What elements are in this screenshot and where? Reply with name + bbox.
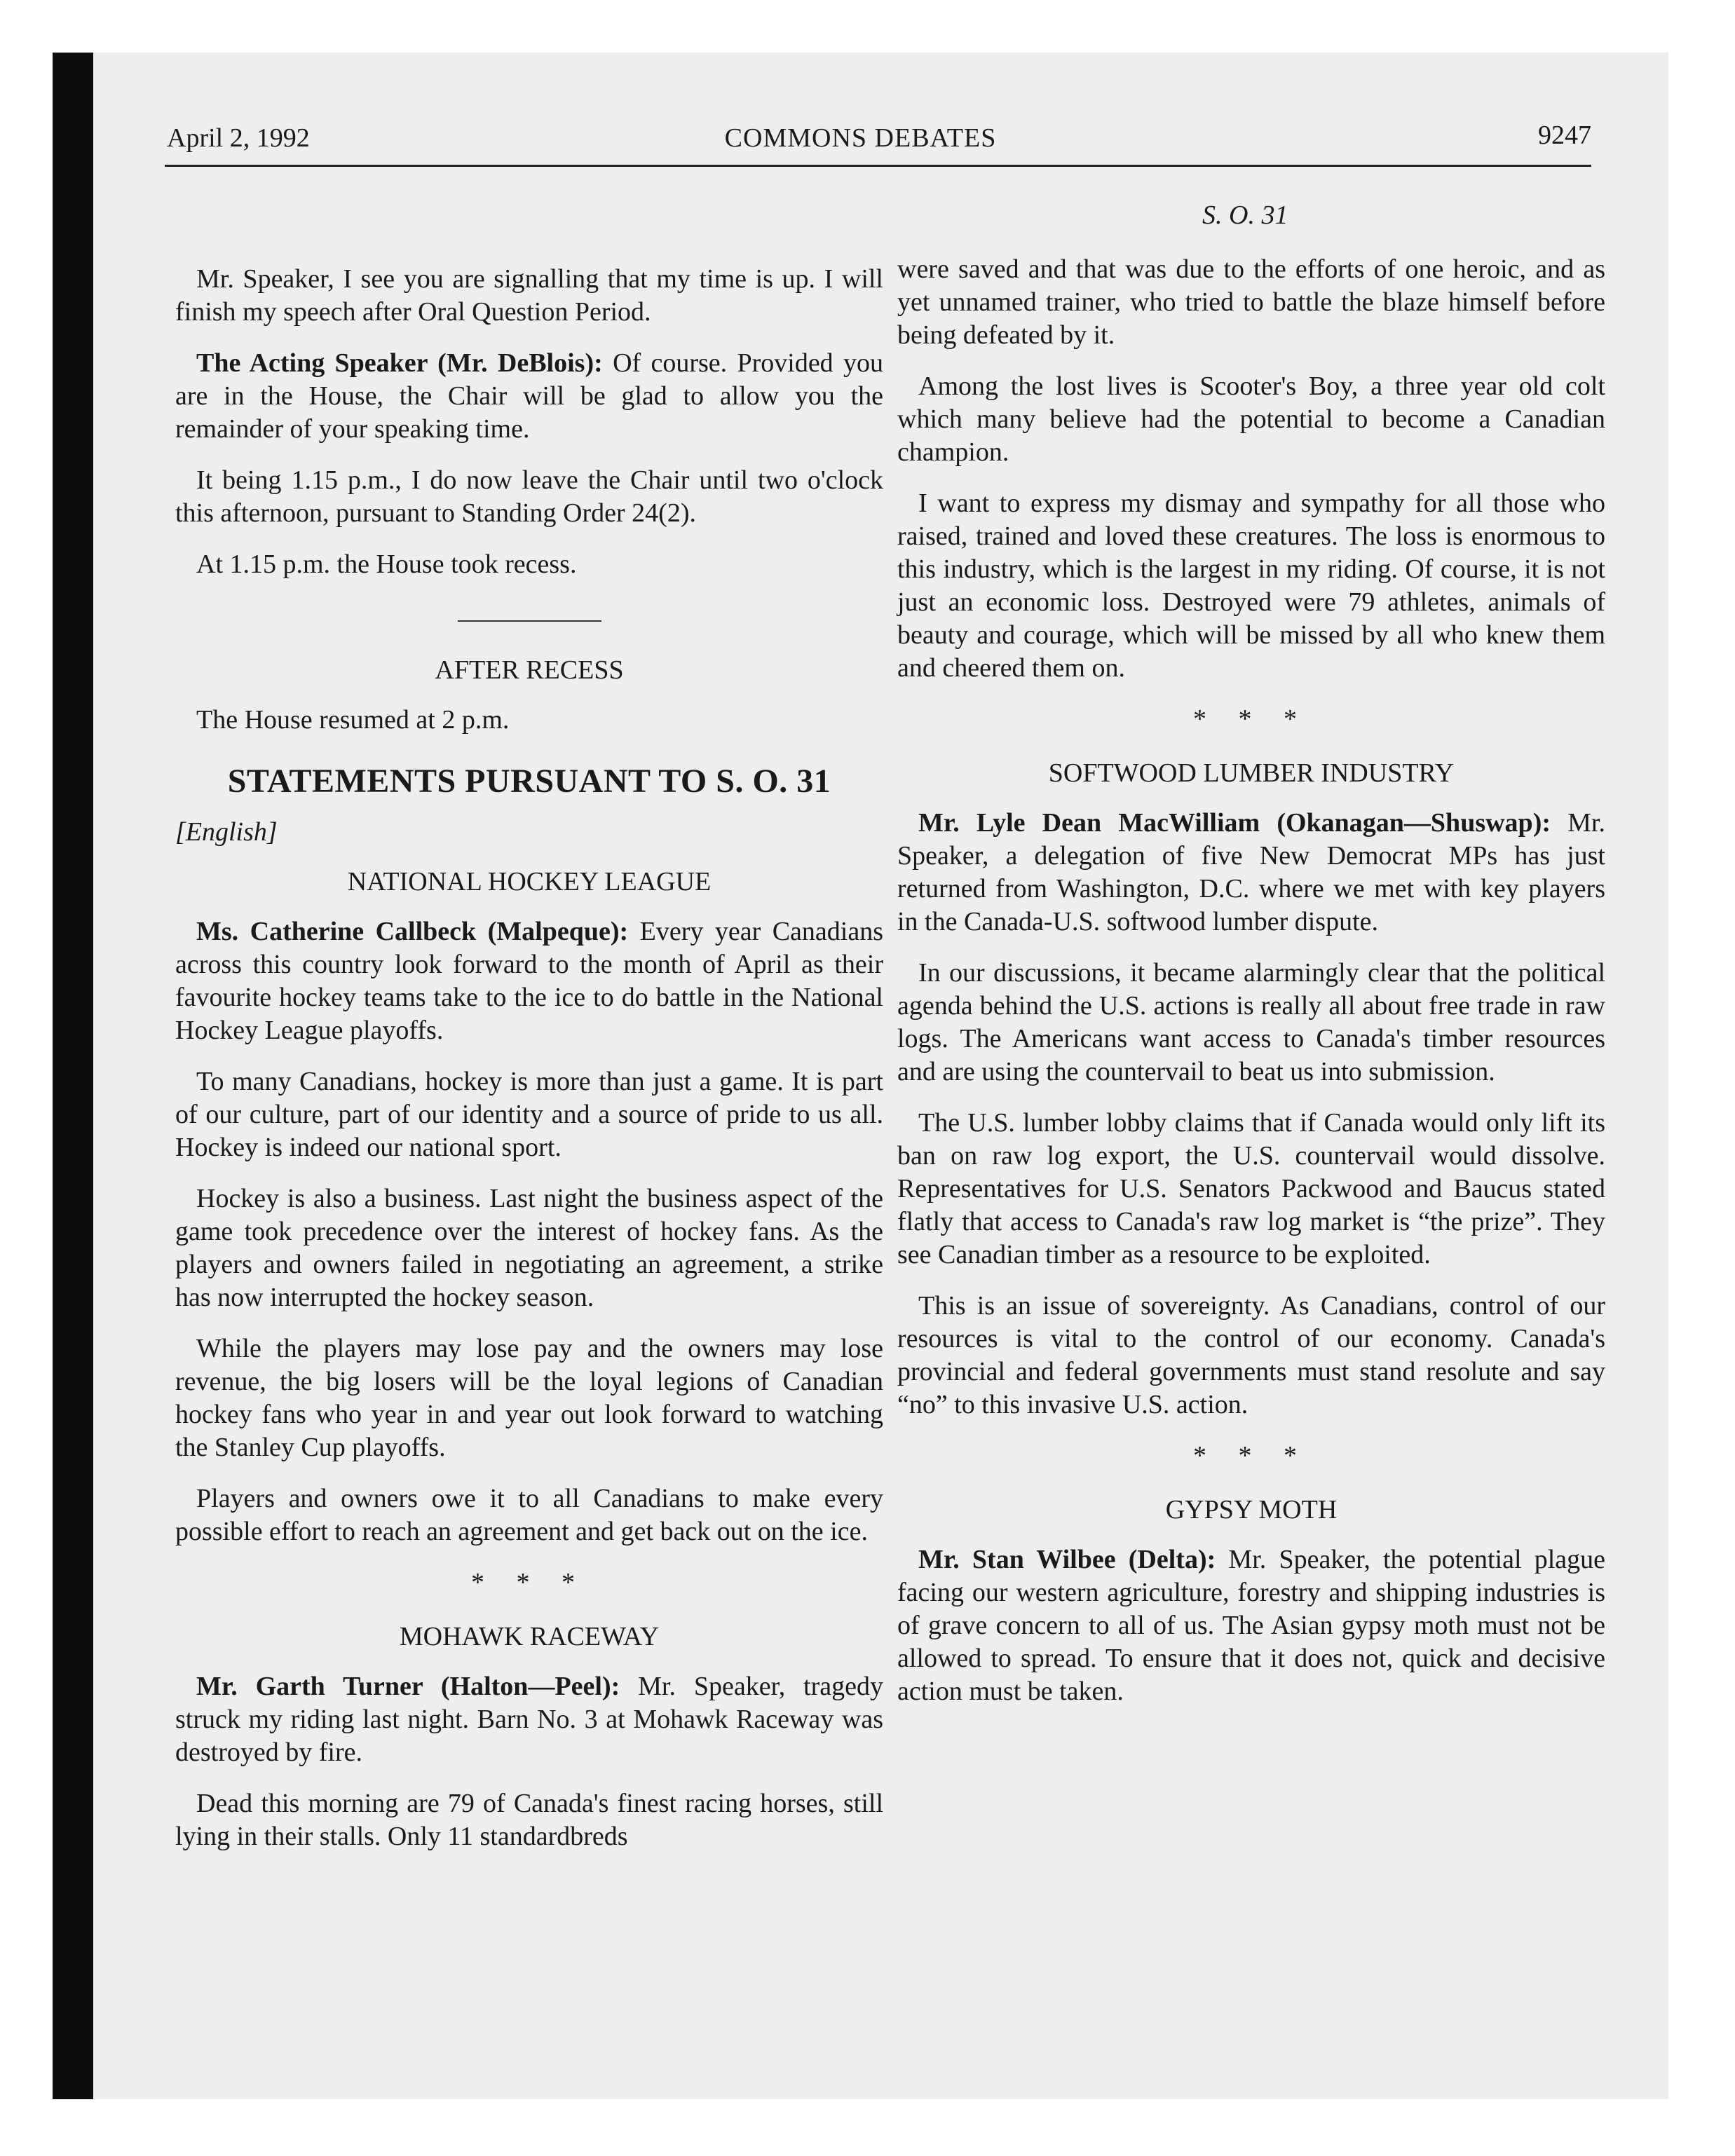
paragraph	[175, 915, 883, 1047]
after-recess-heading: AFTER RECESS	[435, 655, 624, 685]
header-rule	[165, 165, 1591, 167]
speaker-name: The Acting Speaker (Mr. DeBlois):	[196, 348, 603, 378]
speaker-name: Mr. Lyle Dean MacWilliam (Okanagan—Shuswap):	[918, 808, 1551, 838]
paragraph: The U.S. lumber lobby claims that if Canada would only lift its ban on raw log export, the U.S. countervail would dissolve. Representatives for U.S. Senators Packwood and Baucus stated flatly that access to Canada's raw log market is “the prize”. They see Canadian timber as a resource to be exploited.	[897, 1108, 1605, 1269]
scan-edge-bar	[53, 53, 93, 2099]
paragraph: In our discussions, it became alarmingly clear that the political agenda behind the U.S. actions is really all about free trade in raw logs. The Americans want access to Canada's timber resources and are using the countervail to beat us into submission.	[897, 958, 1605, 1086]
gypsy-moth-heading: GYPSY MOTH	[1165, 1495, 1338, 1524]
paragraph: It being 1.15 p.m., I do now leave the Chair until two o'clock this afternoon, pursuant to Standing Order 24(2).	[175, 465, 883, 528]
header-date: April 2, 1992	[167, 123, 310, 153]
language-note: [English]	[175, 817, 278, 847]
right-column	[897, 253, 1605, 1726]
paragraph: The House resumed at 2 p.m.	[196, 705, 510, 735]
paragraph: Dead this morning are 79 of Canada's finest racing horses, still lying in their stalls. Only 11 standardbreds	[175, 1789, 883, 1851]
statements-heading: STATEMENTS PURSUANT TO S. O. 31	[227, 763, 831, 800]
scanned-page	[53, 53, 1668, 2099]
paragraph: Among the lost lives is Scooter's Boy, a three year old colt which many believe had the potential to become a Canadian champion.	[897, 371, 1605, 467]
nhl-heading: NATIONAL HOCKEY LEAGUE	[347, 867, 712, 896]
paragraph	[897, 807, 1605, 939]
speech-text: Of course. Provided you are in the House, the Chair will be glad to allow you the remainder of your speaking time.	[175, 348, 883, 444]
paragraph	[175, 1670, 883, 1769]
section-stars: * * *	[471, 1568, 587, 1597]
section-stars: * * *	[1193, 704, 1309, 734]
paragraph	[897, 1543, 1605, 1708]
speech-text: Mr. Speaker, the potential plague facing our western agriculture, forestry and shipping industries is of grave concern to all of us. The Asian gypsy moth must not be allowed to spread. To ensure that it does not, quick and decisive action must be taken.	[897, 1545, 1605, 1706]
speaker-name: Ms. Catherine Callbeck (Malpeque):	[196, 917, 629, 946]
paragraph: At 1.15 p.m. the House took recess.	[196, 550, 577, 579]
softwood-heading: SOFTWOOD LUMBER INDUSTRY	[1048, 758, 1455, 788]
left-column	[175, 263, 883, 1871]
paragraph: Players and owners owe it to all Canadians to make every possible effort to reach an agreement and get back out on the ice.	[175, 1484, 883, 1546]
section-stars: * * *	[1193, 1441, 1309, 1471]
paragraph: were saved and that was due to the efforts of one heroic, and as yet unnamed trainer, who tried to battle the blaze himself before being defeated by it.	[897, 254, 1605, 350]
section-divider	[458, 620, 601, 622]
header-page-number: 9247	[1538, 121, 1591, 150]
section-note: S. O. 31	[1202, 200, 1288, 230]
speaker-name: Mr. Garth Turner (Halton—Peel):	[196, 1672, 620, 1701]
paragraph: Mr. Speaker, I see you are signalling that my time is up. I will finish my speech after Oral Question Period.	[175, 264, 883, 327]
paragraph: This is an issue of sovereignty. As Canadians, control of our resources is vital to the control of our economy. Canada's provincial and federal governments must stand resolute and say “no” to this invasive U.S. action.	[897, 1291, 1605, 1419]
paragraph: While the players may lose pay and the owners may lose revenue, the big losers will be the loyal legions of Canadian hockey fans who year in and year out look forward to watching the Stanley Cup playoffs.	[175, 1334, 883, 1462]
paragraph: To many Canadians, hockey is more than just a game. It is part of our culture, part of our identity and a source of pride to us all. Hockey is indeed our national sport.	[175, 1067, 883, 1162]
header-title: COMMONS DEBATES	[724, 123, 997, 153]
mohawk-heading: MOHAWK RACEWAY	[399, 1622, 660, 1651]
speaker-name: Mr. Stan Wilbee (Delta):	[918, 1545, 1216, 1574]
speech-text: Mr. Speaker, a delegation of five New Democrat MPs has just returned from Washington, D.C. where we met with key players in the Canada-U.S. softwood lumber dispute.	[897, 808, 1605, 936]
paragraph: I want to express my dismay and sympathy for all those who raised, trained and loved these creatures. The loss is enormous to this industry, which is the largest in my riding. Of course, it is not just an economic loss. Destroyed were 79 athletes, animals of beauty and courage, which will be missed by all who knew them and cheered them on.	[897, 489, 1605, 683]
paragraph	[175, 347, 883, 446]
speech-text: Every year Canadians across this country look forward to the month of April as their favourite hockey teams take to the ice to do battle in the National Hockey League playoffs.	[175, 917, 883, 1045]
speech-text: Mr. Speaker, tragedy struck my riding last night. Barn No. 3 at Mohawk Raceway was destroyed by fire.	[175, 1672, 883, 1767]
paragraph: Hockey is also a business. Last night the business aspect of the game took precedence over the interest of hockey fans. As the players and owners failed in negotiating an agreement, a strike has now interrupted the hockey season.	[175, 1184, 883, 1312]
